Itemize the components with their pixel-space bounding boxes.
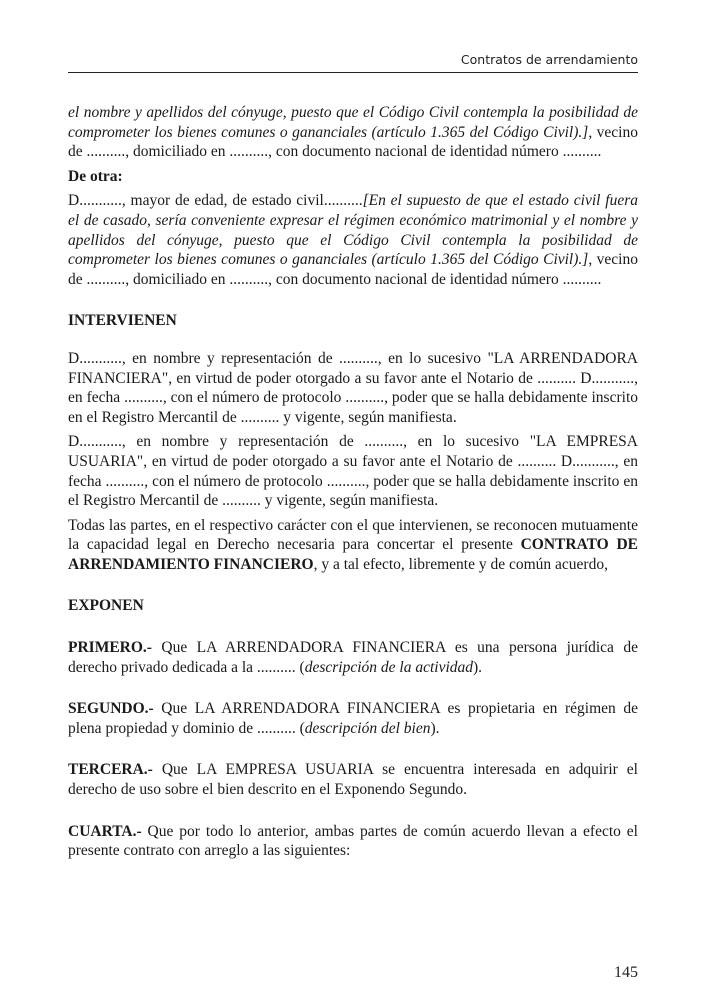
de-otra-start: D..........., mayor de edad, de estado civil.......... bbox=[68, 192, 363, 210]
cuarta-text: Que por todo lo anterior, ambas partes de común acuerdo llevan a efecto el presente contrato con arreglo a las siguientes: bbox=[68, 822, 638, 860]
de-otra-paragraph bbox=[68, 191, 638, 289]
segundo-label: SEGUNDO.- bbox=[68, 700, 154, 718]
intervienen-paragraph-arrendadora: D..........., en nombre y representación de .........., en lo sucesivo "LA ARRENDADORA FINANCIERA", en virtud de poder otorgado a su favor ante el Notario de .......... D..........., en fecha .........., con el número de protocolo .........., poder que se halla debidamente inscrito en el Registro Mercantil de .......... y vigente, según manifiesta. bbox=[68, 349, 638, 426]
primero-italic: descripción de la actividad bbox=[304, 658, 474, 676]
contract-title-bold: CONTRATO DE ARRENDAMIENTO FINANCIERO bbox=[68, 536, 638, 573]
de-otra-italic-note: [En el supuesto de que el estado civil fuera el de casado, sería conveniente expresar el régimen económico matrimonial y el nombre y apellidos del cónyuge, puesto que el Código Civil contempla la posibilidad de comprometer los bienes comunes o gananciales (artículo 1.365 del Código Civil).] bbox=[68, 192, 638, 269]
tercera-text: Que LA EMPRESA USUARIA se encuentra interesada en adquirir el derecho de uso sobre el bien descrito en el Exponendo Segundo. bbox=[68, 761, 638, 799]
intervienen-paragraph-capacidad bbox=[68, 516, 638, 575]
spouse-continuation-paragraph bbox=[68, 103, 638, 162]
running-header: Contratos de arrendamiento bbox=[460, 52, 638, 67]
de-otra-heading: De otra: bbox=[68, 167, 123, 185]
segundo-end: ). bbox=[430, 719, 440, 737]
exponen-tercera bbox=[68, 760, 638, 799]
header-rule bbox=[68, 72, 638, 73]
exponen-primero bbox=[68, 638, 638, 677]
primero-end: ). bbox=[473, 658, 483, 676]
capacidad-end: , y a tal efecto, libremente y de común acuerdo, bbox=[313, 555, 608, 573]
intervienen-paragraph-usuaria: D..........., en nombre y representación de .........., en lo sucesivo "LA EMPRESA USUARIA", en virtud de poder otorgado a su favor ante el Notario de .......... D..........., en fecha .........., con el número de protocolo .........., poder que se halla debidamente inscrito en el Registro Mercantil de .......... y vigente, según manifiesta. bbox=[68, 433, 638, 510]
segundo-italic: descripción del bien bbox=[304, 719, 431, 737]
spouse-note-italic: el nombre y apellidos del cónyuge, puesto que el Código Civil contempla la posibilidad de comprometer los bienes comunes o gananciales (artículo 1.365 del Código Civil).] bbox=[68, 104, 638, 141]
spouse-continuation-rest: , vecino de .........., domiciliado en .........., con documento nacional de identidad número .......... bbox=[68, 123, 638, 161]
intervienen-heading: INTERVIENEN bbox=[68, 312, 177, 330]
de-otra-rest: , vecino de .........., domiciliado en .........., con documento nacional de identidad número .......... bbox=[68, 251, 638, 288]
tercera-label: TERCERA.- bbox=[68, 761, 153, 779]
segundo-text: Que LA ARRENDADORA FINANCIERA es propietaria en régimen de plena propiedad y dominio de .......... ( bbox=[68, 700, 638, 737]
primero-label: PRIMERO.- bbox=[68, 639, 152, 657]
capacidad-start: Todas las partes, en el respectivo carácter con el que intervienen, se reconocen mutuamente la capacidad legal en Derecho necesaria para concertar el presente bbox=[68, 516, 638, 554]
document-body bbox=[68, 103, 638, 861]
primero-text: Que LA ARRENDADORA FINANCIERA es una persona jurídica de derecho privado dedicada a la .......... ( bbox=[68, 639, 638, 676]
exponen-cuarta bbox=[68, 822, 638, 861]
exponen-segundo bbox=[68, 699, 638, 738]
exponen-heading: EXPONEN bbox=[68, 597, 144, 615]
page-number: 145 bbox=[614, 964, 638, 981]
cuarta-label: CUARTA.- bbox=[68, 822, 142, 840]
